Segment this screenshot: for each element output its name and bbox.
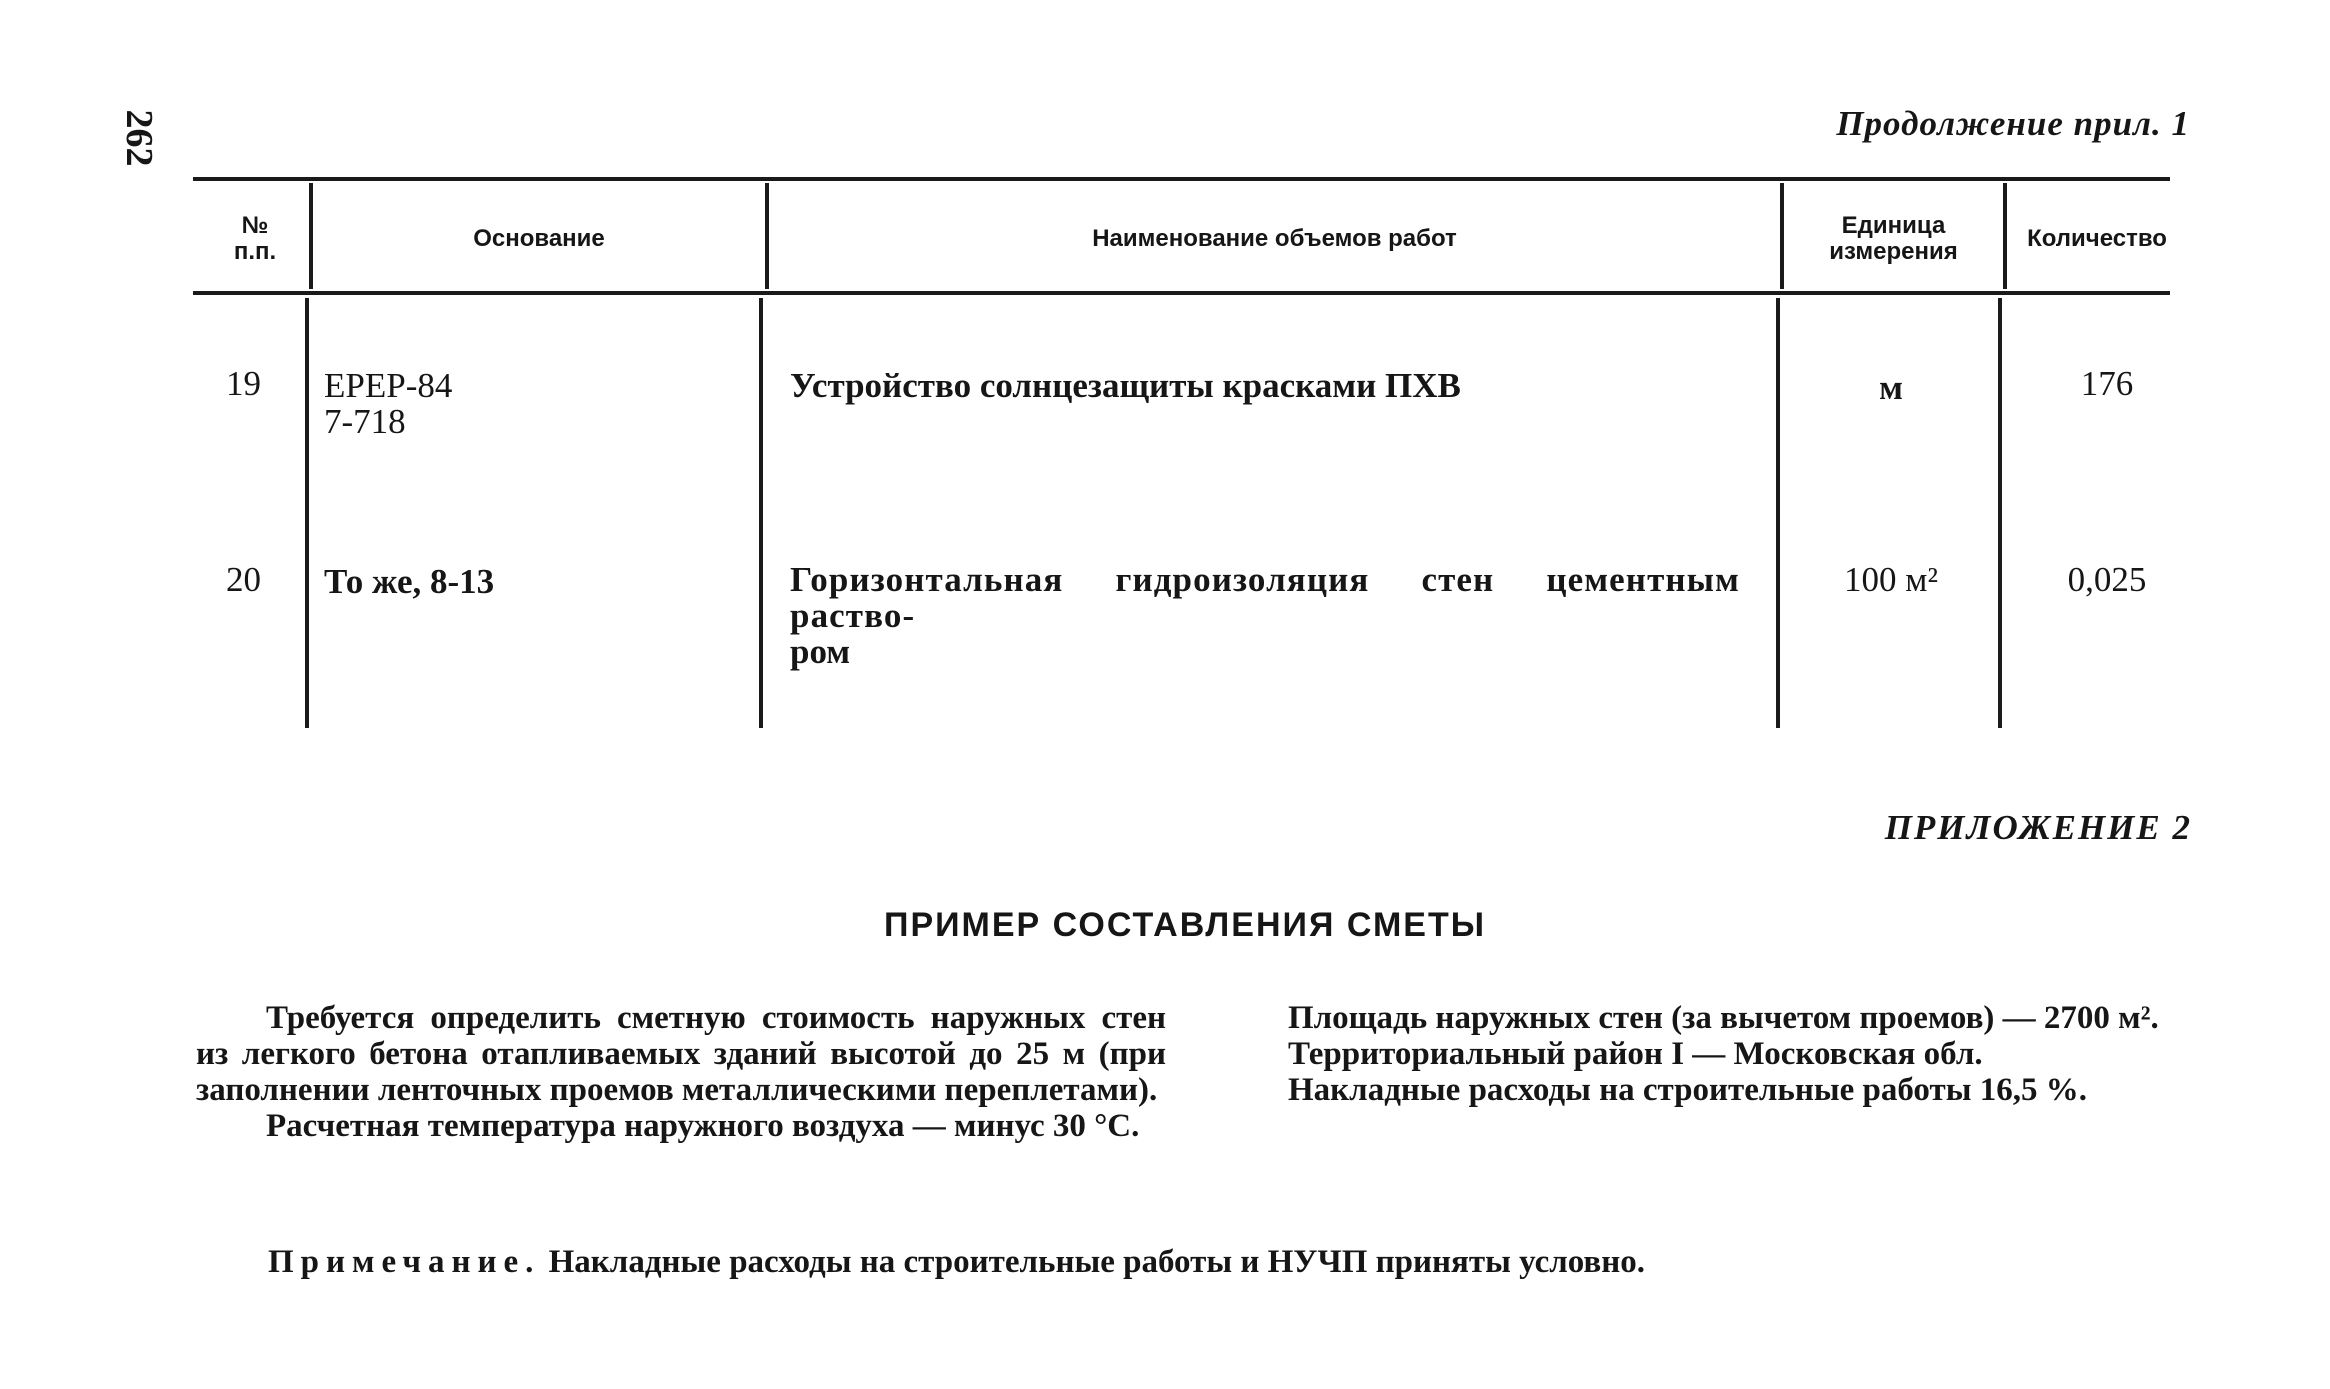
note [268,1244,1645,1281]
row-works [790,562,1740,670]
column-divider [1998,298,2002,728]
row-number: 20 [226,560,261,599]
row-quantity: 0,025 [2067,560,2147,599]
row-quantity: 176 [2080,364,2134,403]
column-divider [759,298,763,728]
header-quantity: Количество [2027,225,2167,252]
row-works-line1: Горизонтальная гидроизоляция стен цементным раство- [790,560,1740,635]
row-number: 19 [226,364,261,403]
table-header-border [193,291,2170,295]
header-unit-line1: Единица [1841,212,1946,239]
header-unit [1784,190,2003,288]
right-column [1218,1000,2184,1108]
table-top-border [193,177,2170,181]
left-paragraph-1: Требуется определить сметную стоимость наружных стен из легкого бетона отапливаемых зданий высотой до 25 м (при заполнении ленточных проемов металлическими переплетами). [196,1000,1166,1108]
row-unit: 100 м² [1844,560,1938,599]
right-paragraph-2: Территориальный район I — Московская обл. [1288,1036,1983,1072]
row-basis-line2: 7-718 [324,402,406,441]
left-column [196,1000,1166,1144]
header-number [205,190,305,288]
header-unit-line2: измерения [1829,238,1958,265]
header-number-symbol: № [241,212,269,239]
row-unit: м [1879,368,1903,407]
page-number: 262 [118,109,160,167]
row-basis [324,368,452,440]
right-paragraph-3: Накладные расходы на строительные работы 16,5 %. [1288,1072,2087,1108]
column-divider [305,298,309,728]
header-number-abbr: п.п. [233,238,277,265]
column-divider [2003,183,2007,289]
header-basis: Основание [473,225,605,252]
column-divider [1776,298,1780,728]
section-title: ПРИМЕР СОСТАВЛЕНИЯ СМЕТЫ [884,906,1486,944]
row-basis: То же, 8-13 [324,562,495,601]
row-works-line2: ром [790,632,851,671]
appendix-label: ПРИЛОЖЕНИЕ 2 [1884,808,2192,847]
right-paragraph-1: Площадь наружных стен (за вычетом проемов) — 2700 м². [1288,1000,2159,1036]
header-works: Наименование объемов работ [1092,225,1457,252]
row-basis-line1: ЕРЕР-84 [324,366,453,405]
note-text: Накладные расходы на строительные работы и НУЧП приняты условно. [548,1244,1646,1280]
continuation-label: Продолжение прил. 1 [1836,104,2190,143]
note-label: Примечание. [268,1244,541,1280]
left-paragraph-2: Расчетная температура наружного воздуха — минус 30 °С. [266,1108,1140,1144]
row-works: Устройство солнцезащиты красками ПХВ [790,366,1461,405]
